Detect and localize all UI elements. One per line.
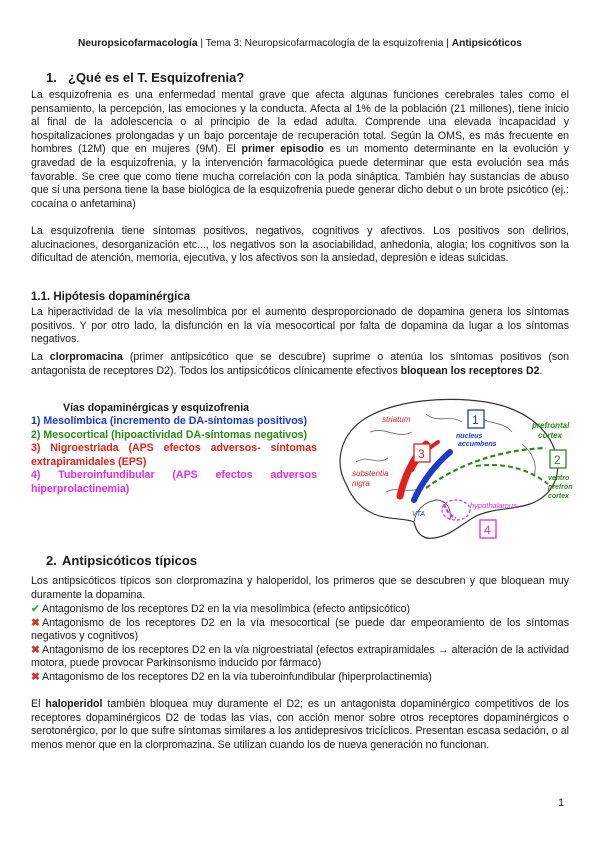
section-1-paragraph-2: La esquizofrenia tiene síntomas positivos, negativos, cognitivos y afectivos. Los positivos son delirios, alucinaciones, desorganización etc..., los negativos son la asociabilidad, anhedonia, alogia; los cognitivos son la dificultad de atención, memoria, ejecutiva, y los afectivos son la ansiedad, depresión e ideas suicidas. [31, 225, 569, 265]
list-item [31, 603, 569, 617]
label-prefrontal-cortex: cortex [538, 431, 563, 440]
via-tuberoinfundibular: 4) Tuberoinfundibular (APS efectos adversos hiperprolactinemia) [31, 469, 317, 495]
section-2-haloperidol-paragraph [31, 698, 569, 752]
list-item [31, 671, 569, 685]
section-2-intro: Los antipsicóticos típicos son clorpromazina y haloperidol, los primeros que se descubren y que bloquean muy duramente la dopamina. [31, 575, 569, 601]
label-substantia: substentia [352, 469, 389, 478]
section-2-title: Antipsicóticos típicos [62, 553, 198, 568]
section-1-number: 1. [46, 70, 57, 85]
cross-icon: ✖ [31, 643, 40, 656]
via-nigroestriada: 3) Nigroestriada (APS efectos adversos- síntomas extrapiramidales (EPS) [31, 442, 317, 468]
cross-icon: ✖ [31, 670, 40, 683]
list-item-text: Antagonismo de los receptores D2 en la vía mesolímbica (efecto antipsicótico) [42, 603, 411, 615]
halo-bold: haloperidol [45, 698, 103, 710]
section-1-1-heading: 1.1. Hipótesis dopaminérgica [31, 291, 191, 303]
section-1-1-paragraph-1: La hiperactividad de la vía mesolímbica por el aumento desproporcionado de dopamina genera los síntomas positivos. Y por otro lado, la disfunción en la vía mesocortical por falta de dopamina da lugar a los síntomas negativos. [31, 306, 569, 346]
p1-text-a: La esquizofrenia es una enfermedad mental grave que afecta algunas funciones cerebrales tales como el pensamiento, la percepción, las emociones y la conducta. Afecta al 1% de la población (21 millones), tiene inicio al final de la adolescencia o al principio de la edad adulta. Comprende una elevada incapacidad y hospitalizaciones prolongadas y un bajo porcentaje de recuperación total. Según la OMS, es más frecuente en hombres (12M) que en mujeres (9M). El [31, 89, 569, 156]
header-section: Antipsicóticos [451, 38, 522, 49]
section-1-heading [46, 70, 244, 85]
label-striatum: striatum [382, 415, 411, 424]
check-icon: ✔ [31, 603, 40, 615]
cross-icon: ✖ [31, 616, 40, 629]
section-1-title: ¿Qué es el T. Esquizofrenia? [68, 70, 245, 85]
header-separator-2: | [443, 38, 452, 49]
section-1-paragraph-1 [31, 89, 569, 211]
label-hypothalamus: hypothalamus [470, 501, 517, 510]
box-1-label: 1 [472, 413, 479, 427]
label-nucleus: nucleus [456, 433, 483, 440]
list-item-text: Antagonismo de los receptores D2 en la vía nigroestriatal (efectos extrapiramidales → alteración de la actividad motora, puede provocar Parkinsonismo inducido por fármaco) [31, 643, 569, 670]
p2-text-c: . [539, 364, 543, 377]
mesocortical-branch [476, 465, 548, 484]
p2-text-b: (primer antipsicótico que se descubre) suprime o atenúa los síntomas positivos (son antagonista de receptores D2). Todos los antipsicóticos clínicamente efectivos [31, 351, 569, 377]
halo-text-b: también bloquea muy duramente el D2; es un antagonista dopaminérgico competitivos de los receptores dopaminérgicos D2 de todas las vías, con acción menor sobre otros receptores dopaminérgicos o serotonérgico, por lo que sufre síntomas similares a los antidepresivos tricíclicos. Presentan escasa sedación, o al menos menor que en la clorpromazina. Se utilizan cuando los de nueva generación no funcionan. [31, 698, 569, 751]
p2-bold-bloquean: bloquean los receptores D2 [400, 364, 540, 377]
label-ventro: ventro [548, 475, 570, 482]
section-2-heading [46, 553, 197, 568]
dopamine-pathways-diagram [326, 392, 576, 542]
section-1-1-paragraph-2 [31, 351, 569, 378]
list-item-text: Antagonismo de los receptores D2 en la vía mesocortical (se puede dar empeoramiento de los síntomas negativos y cognitivos) [31, 616, 569, 643]
box-4-label: 4 [484, 523, 491, 537]
p1-text-b: es un momento determinante en la evolución y gravedad de la esquizofrenia, y la intervención farmacológica puede determinar que esta evolución sea más favorable. Se cree que como tiene mucha correlación con la poda sináptica. También hay sustancias de abuso que si una persona tiene la base biológica de la esquizofrenia puede generar dicho debut o un brote psicótico (ej.: cocaína o anfetamina) [31, 143, 569, 210]
via-mesocortical: 2) Mesocortical (hipoactividad DA-síntomas negativos) [31, 428, 308, 441]
label-accumbens: accumbens [458, 441, 497, 448]
vias-list [31, 415, 317, 497]
box-3-label: 3 [418, 447, 425, 461]
page-number: 1 [558, 797, 564, 809]
list-item [31, 644, 569, 671]
header-subject: Neuropsicofarmacología [78, 38, 198, 49]
list-item-text: Antagonismo de los receptores D2 en la vía tuberoinfundibular (hiperprolactinemia) [42, 670, 432, 683]
label-prefrontal: prefrontal [532, 421, 570, 430]
header-separator: | [197, 38, 206, 49]
p2-text-a: La [31, 351, 50, 363]
halo-text-a: El [31, 698, 46, 710]
box-2-label: 2 [554, 453, 561, 467]
header-topic: Tema 3: Neuropsicofarmacología de la esquizofrenia [205, 38, 444, 49]
via-mesolimbica: 1) Mesolímbica (incremento de DA-síntomas positivos) [31, 415, 308, 427]
label-nigra: nigra [352, 479, 370, 488]
page-header [0, 38, 600, 49]
label-vta: VTA [412, 511, 426, 518]
list-item [31, 617, 569, 644]
p2-bold-clorpromacina: clorpromacina [49, 351, 123, 363]
vias-title: Vías dopaminérgicas y esquizofrenia [63, 402, 250, 414]
label-ventro-prefron: prefron [548, 484, 573, 491]
section-2-number: 2. [46, 553, 57, 568]
antagonism-list [31, 603, 569, 685]
p1-bold-first-episode: primer episodio [241, 143, 324, 156]
label-ventro-cortex: cortex [548, 493, 570, 500]
